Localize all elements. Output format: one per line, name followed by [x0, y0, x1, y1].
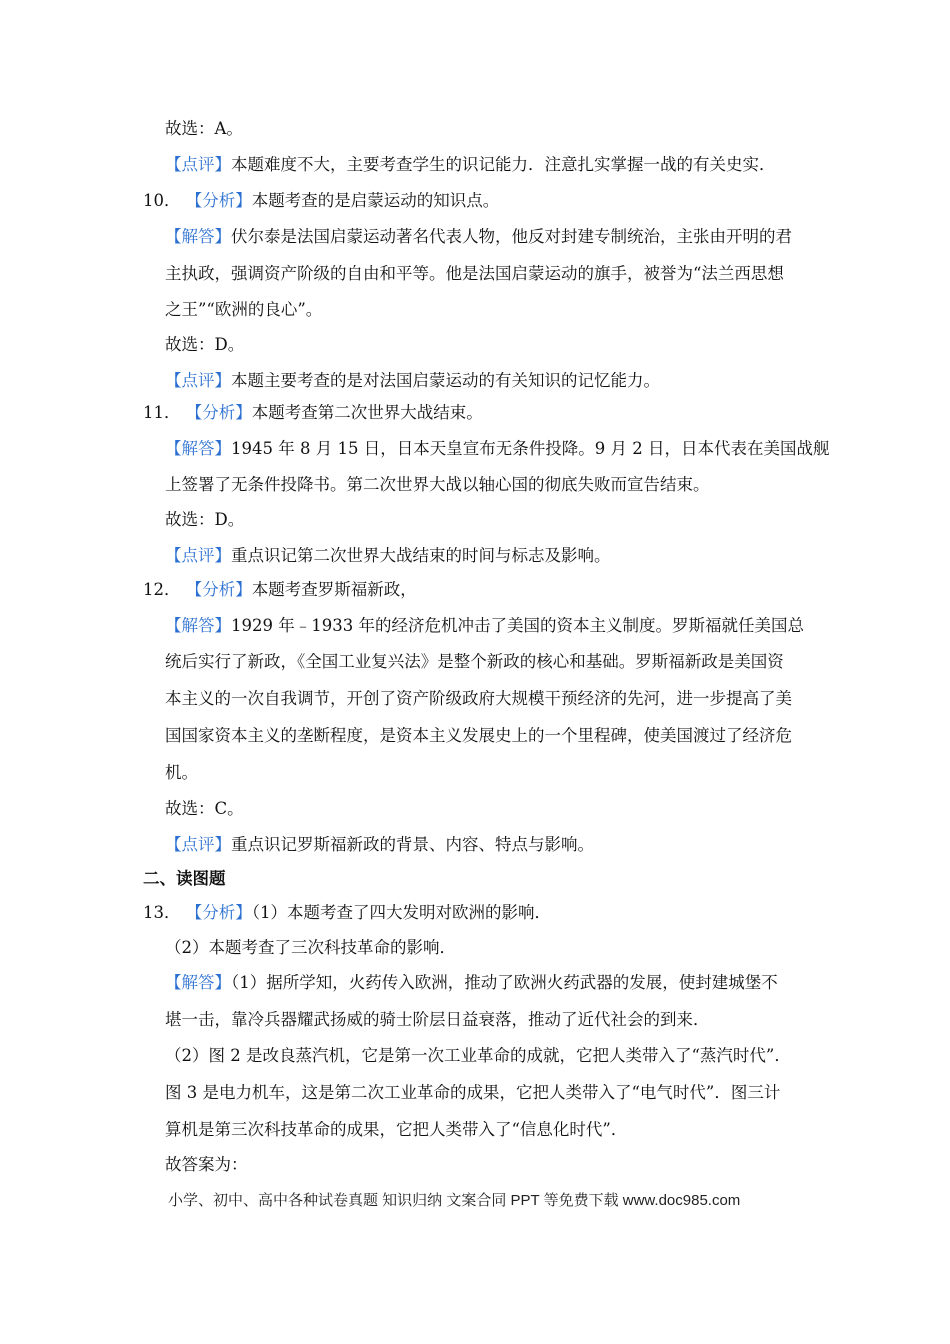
- comment-tag: 【点评】: [165, 371, 231, 390]
- text-line: （2）本题考查了三次科技革命的影响．: [165, 938, 456, 957]
- question-number: 11．: [143, 403, 181, 422]
- question-11-analysis: 11． 【分析】本题考查第二次世界大战结束。: [143, 403, 483, 422]
- comment-line: 【点评】本题难度不大，主要考查学生的识记能力．注意扎实掌握一战的有关史实．: [165, 155, 776, 174]
- question-10-analysis: 10． 【分析】本题考查的是启蒙运动的知识点。: [143, 191, 500, 210]
- text-line: 算机是第三次科技革命的成果，它把人类带入了“信息化时代”．: [165, 1120, 628, 1139]
- text-line: 统后实行了新政，《全国工业复兴法》是整个新政的核心和基础。罗斯福新政是美国资: [165, 652, 784, 671]
- analysis-tag: 【分析】: [185, 191, 252, 210]
- text-line: 机。: [165, 763, 198, 782]
- page-footer: 小学、初中、高中各种试卷真题 知识归纳 文案合同 PPT 等免费下载 www.doc985.com: [168, 1192, 741, 1209]
- analysis-tag: 【分析】: [185, 580, 252, 599]
- text-line: 国国家资本主义的垄断程度，是资本主义发展史上的一个里程碑，使美国渡过了经济危: [165, 726, 792, 745]
- solution-tag: 【解答】: [165, 439, 231, 458]
- question-number: 13．: [143, 903, 181, 922]
- question-number: 12．: [143, 580, 181, 599]
- answer-line: 故选：C。: [165, 799, 244, 818]
- analysis-tag: 【分析】: [185, 403, 252, 422]
- text-line: 主执政，强调资产阶级的自由和平等。他是法国启蒙运动的旗手，被誉为“法兰西思想: [165, 264, 784, 283]
- comment-tag: 【点评】: [165, 155, 231, 174]
- analysis-tag: 【分析】: [185, 903, 252, 922]
- comment-line: 【点评】本题主要考查的是对法国启蒙运动的有关知识的记忆能力。: [165, 371, 660, 390]
- text-line: （2）图 2 是改良蒸汽机，它是第一次工业革命的成就，它把人类带入了“蒸汽时代”．: [165, 1046, 791, 1065]
- text-line: 堪一击，靠冷兵器耀武扬威的骑士阶层日益衰落，推动了近代社会的到来．: [165, 1010, 710, 1029]
- answer-line: 故选：D。: [165, 510, 245, 529]
- solution-line: 【解答】1929 年﹣1933 年的经济危机冲击了美国的资本主义制度。罗斯福就任美国总: [165, 616, 804, 635]
- comment-line: 【点评】重点识记第二次世界大战结束的时间与标志及影响。: [165, 546, 611, 565]
- text-line: 图 3 是电力机车，这是第二次工业革命的成果，它把人类带入了“电气时代”．图三计: [165, 1083, 781, 1102]
- question-number: 10．: [143, 191, 181, 210]
- comment-tag: 【点评】: [165, 546, 231, 565]
- question-13-analysis: 13． 【分析】（1）本题考查了四大发明对欧洲的影响．: [143, 903, 551, 922]
- solution-line: 【解答】（1）据所学知，火药传入欧洲，推动了欧洲火药武器的发展，使封建城堡不: [165, 973, 778, 992]
- text-line: 之王”“欧洲的良心”。: [165, 300, 323, 319]
- solution-tag: 【解答】: [165, 973, 231, 992]
- text-line: 本主义的一次自我调节，开创了资产阶级政府大规模干预经济的先河，进一步提高了美: [165, 689, 792, 708]
- answer-line: 故选：A。: [165, 119, 243, 138]
- solution-tag: 【解答】: [165, 616, 231, 635]
- solution-tag: 【解答】: [165, 227, 231, 246]
- comment-tag: 【点评】: [165, 835, 231, 854]
- comment-line: 【点评】重点识记罗斯福新政的背景、内容、特点与影响。: [165, 835, 594, 854]
- answer-line: 故选：D。: [165, 335, 245, 354]
- text-line: 故答案为：: [165, 1155, 248, 1174]
- text-line: 上签署了无条件投降书。第二次世界大战以轴心国的彻底失败而宣告结束。: [165, 475, 710, 494]
- section-heading: 二、读图题: [143, 869, 226, 888]
- solution-line: 【解答】1945 年 8 月 15 日，日本天皇宣布无条件投降。9 月 2 日，日本代表在美国战舰: [165, 439, 830, 458]
- solution-line: 【解答】伏尔泰是法国启蒙运动著名代表人物，他反对封建专制统治，主张由开明的君: [165, 227, 792, 246]
- question-12-analysis: 12． 【分析】本题考查罗斯福新政，: [143, 580, 417, 599]
